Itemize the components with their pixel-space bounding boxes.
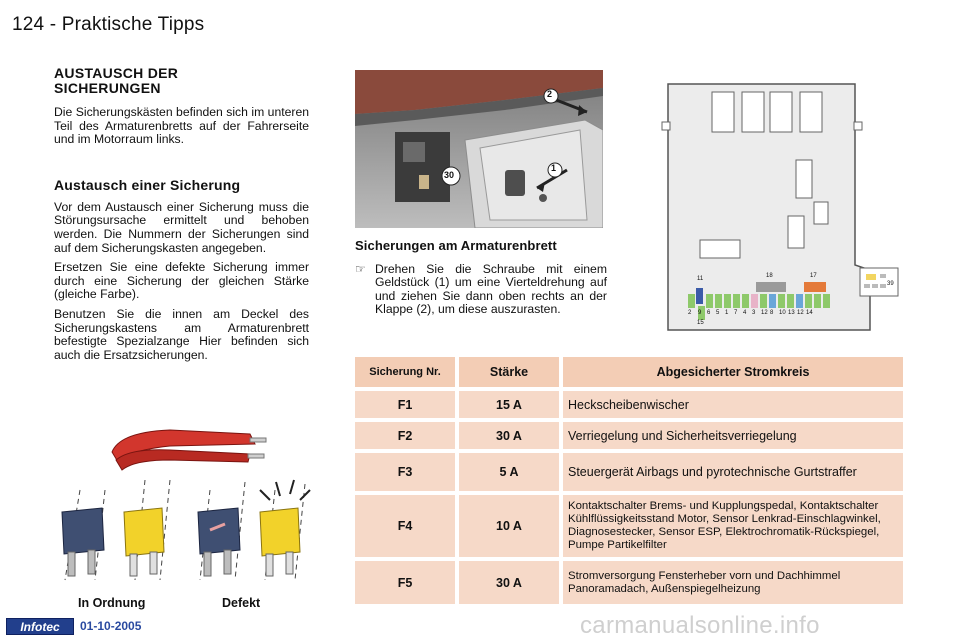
fuse-circuit: Steuergerät Airbags und pyrotechnische Gurtstraffer [563,453,903,491]
callout-2: 2 [547,89,553,99]
instruction-text: Drehen Sie die Schraube mit einem Geldstück (1) um eine Vierteldrehung auf und ziehen Sie dann oben rechts an der Klappe (2), um diese auszurasten. [375,262,607,317]
fuse-label-11: 11 [697,276,704,282]
sub-heading: Austausch einer Sicherung [54,176,241,193]
table-row [355,453,903,491]
page-title: 124 - Praktische Tipps [12,14,205,35]
infotec-logo: Infotec [6,618,74,635]
dashboard-photo [355,70,603,228]
main-heading [54,66,309,96]
main-heading-line1: AUSTAUSCH DER [54,65,179,81]
fuse-number: F4 [355,495,455,557]
instruction-bullet [355,263,607,317]
callout-30: 30 [444,170,455,180]
fuse-rating: 5 A [459,453,559,491]
fuse-bottom-labels: 2 9 6 5 1 7 4 3 12 8 10 13 12 14 [688,310,813,316]
table-row [355,422,903,449]
fuse-label-15: 15 [697,320,704,326]
footer-date: 01-10-2005 [80,619,142,633]
fuse-rating: 30 A [459,561,559,604]
main-heading-line2: SICHERUNGEN [54,80,161,96]
fuse-box-diagram [660,80,905,340]
column-header-rating: Stärke [459,357,559,387]
fuse-label-18: 18 [766,273,773,279]
left-column [54,66,309,362]
fuse-rating: 10 A [459,495,559,557]
fuse-circuit: Heckscheibenwischer [563,391,903,418]
intro-paragraph: Die Sicherungskästen befinden sich im unteren Teil des Armaturenbretts auf der Fahrerseite und im Motorraum links. [54,105,309,147]
callout-1: 1 [551,163,557,173]
fuse-number: F2 [355,422,455,449]
fuse-circuit: Kontaktschalter Brems- und Kupplungspedal, Kontaktschalter Kühlflüssigkeitsstand Motor, Sensor Lenkrad-Einschlagwinkel, Diagnosestecker, Sensor ESP, Elektrochromatik-Rückspiegel, Pumpe Partikelfilter [563,495,903,557]
table-row [355,561,903,604]
caption-ok: In Ordnung [78,596,146,610]
fuse-number: F1 [355,391,455,418]
watermark: carmanualsonline.info [580,612,820,639]
fuse-circuit: Stromversorgung Fensterheber vorn und Dachhimmel Panoramadach, Außenspiegelheizung [563,561,903,604]
table-row [355,391,903,418]
paragraph-1: Vor dem Austausch einer Sicherung muss die Störungsursache ermittelt und behoben werden. Die Nummern der Sicherungen sind auf dem Sicherungskasten angegeben. [54,199,309,255]
fuse-label-17: 17 [810,273,817,279]
fuse-number: F3 [355,453,455,491]
caption-defect: Defekt [222,596,261,610]
fuse-table [355,357,903,608]
fuse-number: F5 [355,561,455,604]
paragraph-2: Ersetzen Sie eine defekte Sicherung immer durch eine Sicherung der gleichen Stärke (gleiche Farbe). [54,260,309,302]
column-header-number: Sicherung Nr. [355,357,455,387]
dashboard-fuses-section [355,238,607,317]
fuse-circuit: Verriegelung und Sicherheitsverriegelung [563,422,903,449]
table-row [355,495,903,557]
fuse-label-39: 39 [887,281,894,287]
dashboard-fuses-heading: Sicherungen am Armaturenbrett [355,238,557,253]
table-header-row [355,357,903,387]
pointing-hand-icon: ☞ [355,262,366,276]
fuse-tool-illustration [50,420,320,605]
column-header-circuit: Abgesicherter Stromkreis [563,357,903,387]
paragraph-3: Benutzen Sie die innen am Deckel des Sicherungskastens am Armaturenbrett befestigte Spezialzange Hier befinden sich auch die Ersatzsicherungen. [54,306,309,362]
fuse-rating: 15 A [459,391,559,418]
fuse-rating: 30 A [459,422,559,449]
